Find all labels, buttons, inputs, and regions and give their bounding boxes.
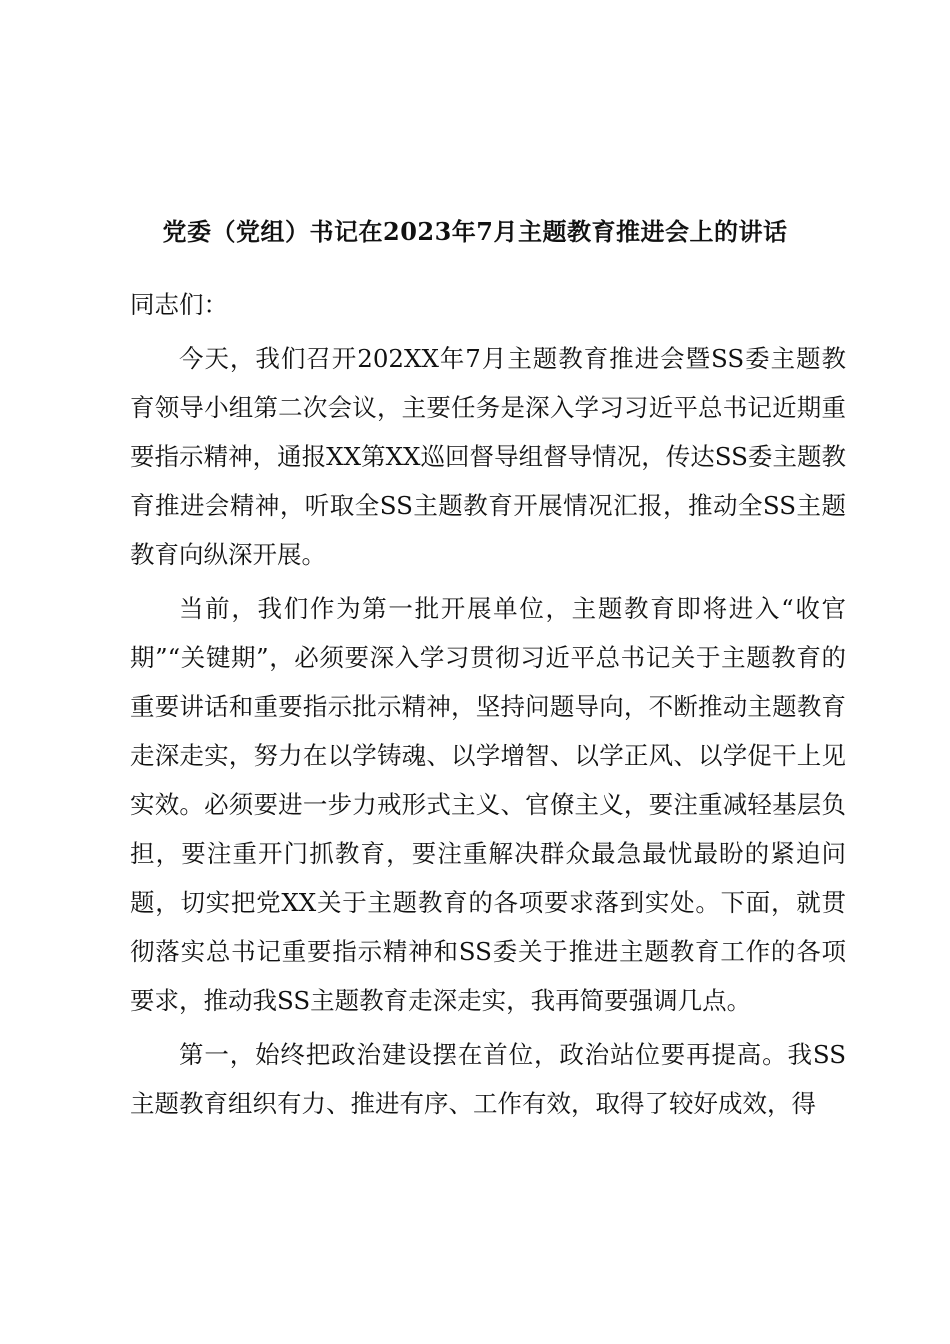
paragraph-1: 今天，我们召开202XX年7月主题教育推进会暨SS委主题教育领导小组第二次会议，主要任务是深入学习习近平总书记近期重要指示精神，通报XX第XX巡回督导组督导情况，传达SS委主题教育推进会精神，听取全SS主题教育开展情况汇报，推动全SS主题教育向纵深开展。 [130,344,846,569]
paragraph-2: 当前，我们作为第一批开展单位，主题教育即将进入“收官期”“关键期”，必须要深入学习贯彻习近平总书记关于主题教育的重要讲话和重要指示批示精神，坚持问题导向，不断推动主题教育走深走实，努力在以学铸魂、以学增智、以学正风、以学促干上见实效。必须要进一步力戒形式主义、官僚主义，要注重减轻基层负担，要注重开门抓教育，要注重解决群众最急最忧最盼的紧迫问题，切实把党XX关于主题教育的各项要求落到实处。下面，就贯彻落实总书记重要指示精神和SS委关于推进主题教育工作的各项要求，推动我SS主题教育走深走实，我再简要强调几点。 [130,594,846,1015]
salutation: 同志们： [130,290,228,319]
paragraph-3: 第一，始终把政治建设摆在首位，政治站位要再提高。我SS主题教育组织有力、推进有序、工作有效，取得了较好成效，得 [130,1040,846,1118]
document-body [130,280,846,1128]
document-title: 党委（党组）书记在2023年7月主题教育推进会上的讲话 [162,217,788,246]
